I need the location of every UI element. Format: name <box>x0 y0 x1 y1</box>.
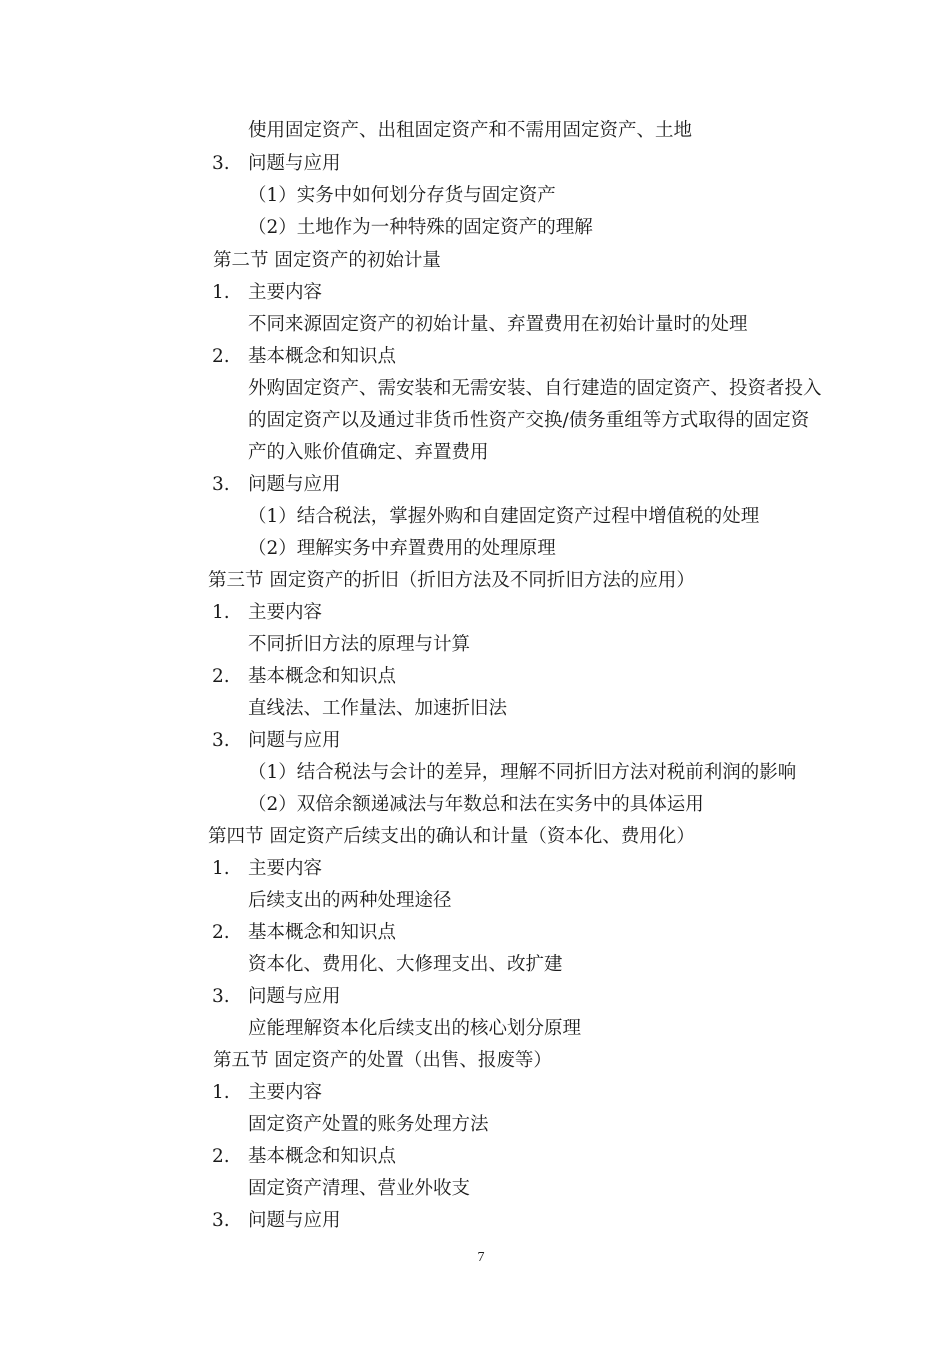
numbered-heading <box>212 473 341 497</box>
body-text-line <box>248 313 748 337</box>
sub-item <box>248 793 704 817</box>
numbered-heading <box>212 1081 323 1105</box>
body-text-line <box>248 953 563 977</box>
line-text: 不同折旧方法的原理与计算 <box>248 634 471 655</box>
numbered-heading <box>212 921 397 945</box>
line-text: 固定资产清理、营业外收支 <box>248 1178 471 1199</box>
body-text-line <box>248 889 452 913</box>
line-text: 不同来源固定资产的初始计量、弃置费用在初始计量时的处理 <box>248 314 748 335</box>
line-text: 基本概念和知识点 <box>248 346 397 367</box>
sub-item <box>248 761 796 785</box>
line-text: 资本化、费用化、大修理支出、改扩建 <box>248 954 563 975</box>
line-text: 使用固定资产、出租固定资产和不需用固定资产、土地 <box>248 120 693 141</box>
item-number: 3. <box>212 1210 230 1231</box>
line-text: 后续支出的两种处理途径 <box>248 890 452 911</box>
numbered-heading <box>212 152 341 176</box>
numbered-heading <box>212 1209 341 1233</box>
numbered-heading <box>212 1145 397 1169</box>
item-number: 2. <box>212 1146 230 1167</box>
body-text-line <box>248 697 507 721</box>
body-text-line <box>248 119 692 143</box>
item-number: 3. <box>212 986 230 1007</box>
line-text: （1）结合税法，掌握外购和自建固定资产过程中增值税的处理 <box>248 506 760 527</box>
line-text: 固定资产处置的账务处理方法 <box>248 1114 489 1135</box>
section-heading <box>213 1049 552 1073</box>
line-text: 问题与应用 <box>248 986 341 1007</box>
section-heading <box>208 825 695 849</box>
line-text: 主要内容 <box>248 858 323 879</box>
body-text-line <box>248 377 822 401</box>
section-heading <box>213 249 441 273</box>
item-number: 3. <box>212 474 230 495</box>
line-text: 基本概念和知识点 <box>248 1146 397 1167</box>
numbered-heading <box>212 985 341 1009</box>
section-heading <box>208 569 695 593</box>
line-text: 的固定资产以及通过非货币性资产交换/债务重组等方式取得的固定资 <box>248 410 810 431</box>
item-number: 1. <box>212 282 230 303</box>
line-text: 主要内容 <box>248 602 323 623</box>
line-text: （1）结合税法与会计的差异，理解不同折旧方法对税前利润的影响 <box>248 762 797 783</box>
line-text: 直线法、工作量法、加速折旧法 <box>248 698 508 719</box>
line-text: 第三节 固定资产的折旧（折旧方法及不同折旧方法的应用） <box>208 570 695 591</box>
line-text: 基本概念和知识点 <box>248 922 397 943</box>
line-text: 基本概念和知识点 <box>248 666 397 687</box>
item-number: 2. <box>212 346 230 367</box>
line-text: 主要内容 <box>248 1082 323 1103</box>
sub-item <box>248 216 593 240</box>
body-text-line <box>248 1177 470 1201</box>
numbered-heading <box>212 729 341 753</box>
numbered-heading <box>212 345 397 369</box>
body-text-line <box>248 409 809 433</box>
numbered-heading <box>212 281 323 305</box>
item-number: 1. <box>212 602 230 623</box>
body-text-line <box>248 441 489 465</box>
numbered-heading <box>212 601 323 625</box>
item-number: 3. <box>212 153 230 174</box>
item-number: 1. <box>212 1082 230 1103</box>
line-text: 应能理解资本化后续支出的核心划分原理 <box>248 1018 582 1039</box>
line-text: （1）实务中如何划分存货与固定资产 <box>248 185 556 206</box>
line-text: 第五节 固定资产的处置（出售、报废等） <box>213 1050 552 1071</box>
line-text: 问题与应用 <box>248 1210 341 1231</box>
line-text: 外购固定资产、需安装和无需安装、自行建造的固定资产、投资者投入 <box>248 378 822 399</box>
item-number: 3. <box>212 730 230 751</box>
body-text-line <box>248 1017 581 1041</box>
sub-item <box>248 505 759 529</box>
body-text-line <box>248 633 470 657</box>
numbered-heading <box>212 665 397 689</box>
line-text: （2）理解实务中弃置费用的处理原理 <box>248 538 556 559</box>
item-number: 2. <box>212 666 230 687</box>
line-text: 问题与应用 <box>248 153 341 174</box>
item-number: 1. <box>212 858 230 879</box>
numbered-heading <box>212 857 323 881</box>
line-text: 问题与应用 <box>248 474 341 495</box>
page-number: 7 <box>477 1250 485 1265</box>
item-number: 2. <box>212 922 230 943</box>
line-text: 主要内容 <box>248 282 323 303</box>
line-text: 第二节 固定资产的初始计量 <box>213 250 441 271</box>
sub-item <box>248 537 556 561</box>
line-text: 问题与应用 <box>248 730 341 751</box>
sub-item <box>248 184 556 208</box>
line-text: （2）土地作为一种特殊的固定资产的理解 <box>248 217 593 238</box>
line-text: 产的入账价值确定、弃置费用 <box>248 442 489 463</box>
line-text: 第四节 固定资产后续支出的确认和计量（资本化、费用化） <box>208 826 695 847</box>
line-text: （2）双倍余额递减法与年数总和法在实务中的具体运用 <box>248 794 704 815</box>
body-text-line <box>248 1113 489 1137</box>
